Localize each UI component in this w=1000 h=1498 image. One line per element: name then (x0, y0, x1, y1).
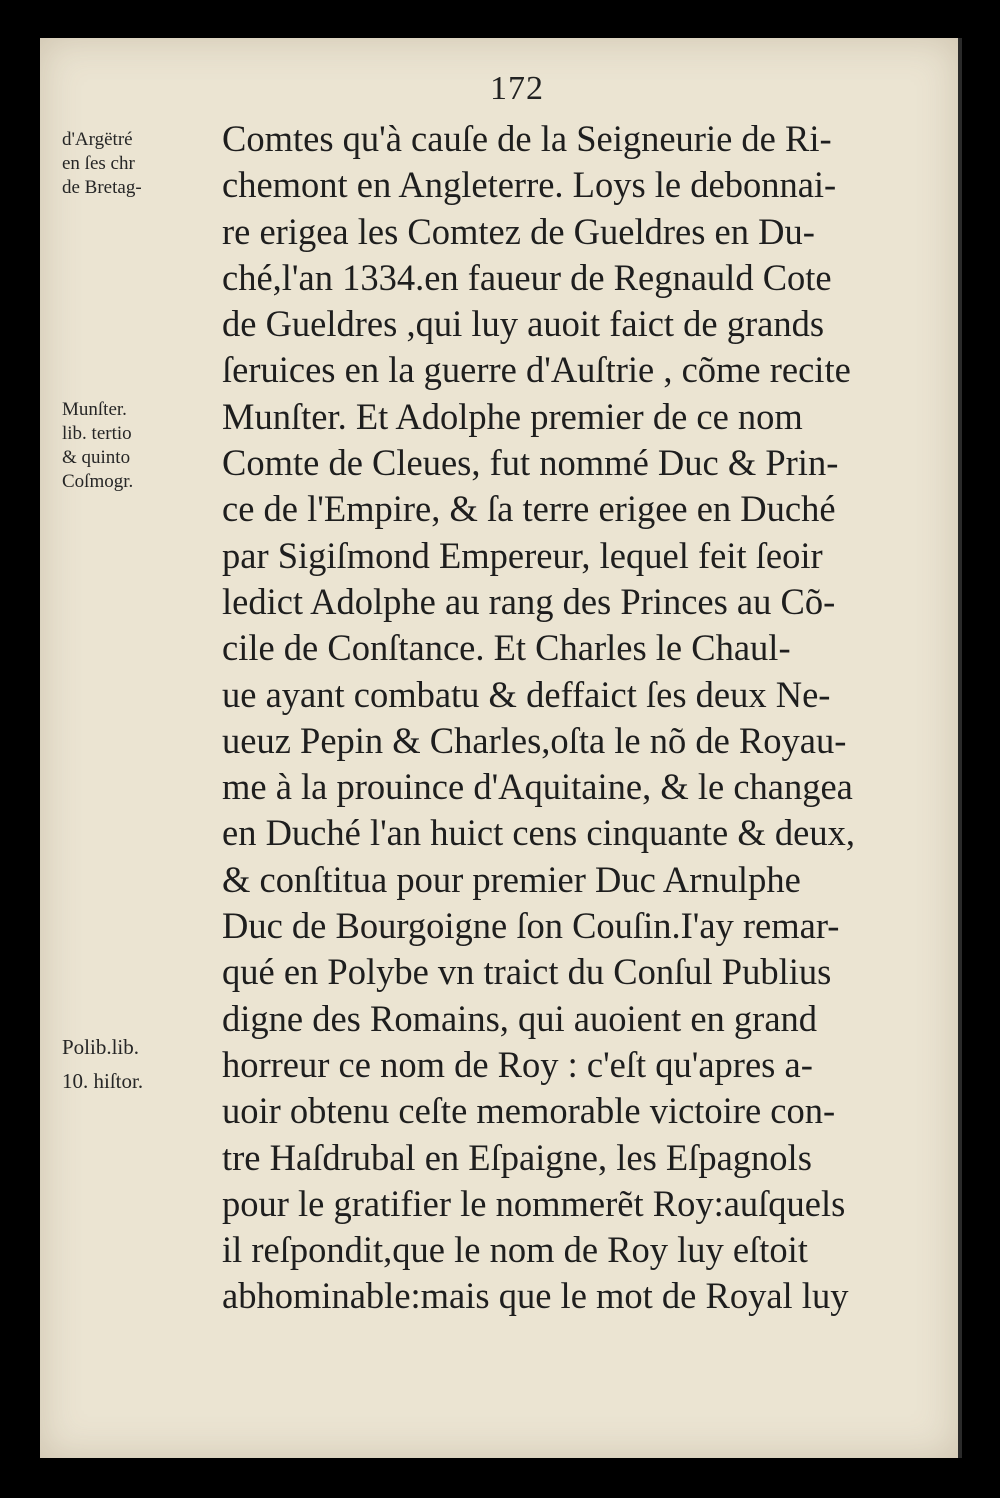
text-line: re erigea les Comtez de Gueldres en Du- (222, 210, 815, 252)
text-line: uoir obtenu ceſte memorable victoire con- (222, 1090, 836, 1132)
text-line: chemont en Angleterre. Loys le debonnai- (222, 164, 837, 206)
text-line: abhominable:mais que le mot de Royal luy (222, 1275, 849, 1317)
text-line: ueuz Pepin & Charles,oſta le nõ de Royau- (222, 719, 847, 761)
marginal-note-line: & quinto (62, 447, 131, 468)
marginal-note (62, 128, 222, 200)
page-edge (958, 38, 962, 1458)
text-line: qué en Polybe vn traict du Conſul Publius (222, 951, 832, 993)
text-line: Comte de Cleues, fut nommé Duc & Prin- (222, 442, 839, 484)
text-line: Comtes qu'à cauſe de la Seigneurie de Ri- (222, 118, 832, 159)
marginal-note-line: en ſes chr (62, 153, 135, 174)
page-number: 172 (490, 70, 544, 107)
text-line: tre Haſdrubal en Eſpaigne, les Eſpagnols (222, 1136, 812, 1178)
marginal-note (62, 398, 222, 494)
marginal-note-line: 10. hiſtor. (62, 1069, 144, 1093)
text-line: digne des Romains, qui auoient en grand (222, 997, 818, 1039)
marginal-note (62, 1030, 222, 1098)
text-line: & conſtitua pour premier Duc Arnulphe (222, 858, 801, 900)
marginal-note-line: lib. tertio (62, 423, 132, 444)
text-line: il reſpondit,que le nom de Roy luy eſtoit (222, 1229, 808, 1271)
text-line: cile de Conſtance. Et Charles le Chaul- (222, 627, 791, 669)
marginal-note-line: Coſmogr. (62, 471, 134, 492)
text-line: ché,l'an 1334.en faueur de Regnauld Cote (222, 256, 832, 298)
marginal-note-line: de Bretag- (62, 177, 142, 198)
text-line: ce de l'Empire, & ſa terre erigee en Duché (222, 488, 836, 530)
marginal-note-line: d'Argëtré (62, 129, 133, 150)
text-line: Duc de Bourgoigne ſon Couſin.I'ay remar- (222, 905, 840, 947)
body-text (222, 116, 922, 1320)
marginal-note-line: Munſter. (62, 399, 127, 420)
text-line: Munſter. Et Adolphe premier de ce nom (222, 395, 803, 437)
text-line: de Gueldres ,qui luy auoit faict de grands (222, 303, 825, 345)
text-line: pour le gratifier le nommerẽt Roy:auſquels (222, 1182, 846, 1224)
text-line: ledict Adolphe au rang des Princes au Cõ- (222, 580, 836, 622)
text-line: ue ayant combatu & deffaict ſes deux Ne- (222, 673, 831, 715)
marginal-note-line: Polib.lib. (62, 1035, 140, 1059)
text-line: ſeruices en la guerre d'Auſtrie , cõme recite (222, 349, 851, 391)
text-line: en Duché l'an huict cens cinquante & deux, (222, 812, 855, 854)
text-line: me à la prouince d'Aquitaine, & le changea (222, 766, 853, 808)
text-line: horreur ce nom de Roy : c'eſt qu'apres a- (222, 1043, 813, 1085)
text-line: par Sigiſmond Empereur, lequel feit ſeoir (222, 534, 823, 576)
